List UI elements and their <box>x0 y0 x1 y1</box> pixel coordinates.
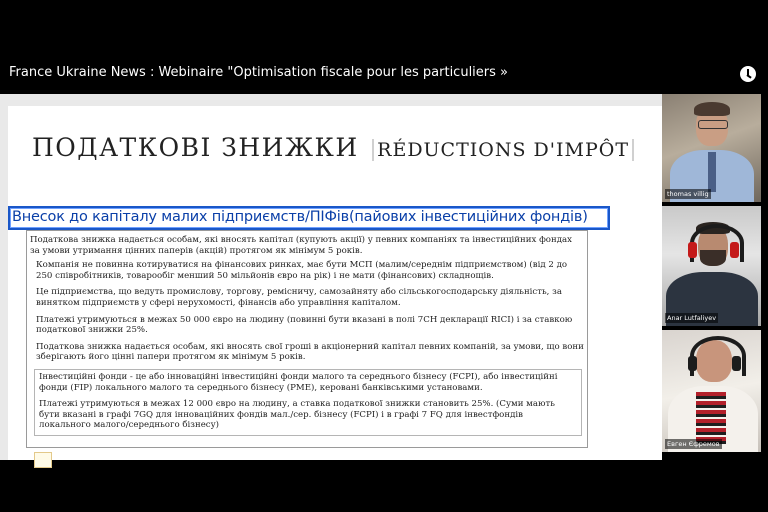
presentation-slide <box>8 106 662 460</box>
participant-tile-3[interactable] <box>662 330 761 452</box>
headset-ear-left <box>688 242 697 258</box>
participants-panel <box>662 94 768 460</box>
headset-ear-right <box>730 242 739 258</box>
slide-title <box>32 133 634 162</box>
slide-heading-text: Внесок до капіталу малих підприємств/ПІФів(пайових інвестиційних фондів) <box>12 209 588 225</box>
slide-corner-mark <box>34 452 52 468</box>
headset-ear-left <box>688 356 697 371</box>
shared-screen <box>0 94 662 460</box>
slide-content-box <box>26 230 588 448</box>
investment-funds-box <box>34 369 582 436</box>
embroidered-shirt <box>696 392 726 446</box>
participant-tile-2[interactable] <box>662 206 761 326</box>
slide-heading <box>8 206 610 230</box>
participant-name: Евген Єфремов <box>667 440 720 448</box>
inner-paragraph-1: Інвестиційні фонди - це або інноваційні інвестиційні фонди малого та середнього бізнесу (FCPI), або інвестиційні фонди (FIP) локального малого та середнього бізнесу (PME), керовані банківськими установами. <box>39 371 558 393</box>
paragraph-1: Податкова знижка надається особам, які вносять капітал (купують акції) у певних компаніях та інвестиційних фондах за умови утримання цінних паперів (акцій) протягом як мінімум 5 років. <box>30 235 572 256</box>
paragraph-5: Податкова знижка надається особам, які вносять свої гроші в акціонерний капітал певних компаній, за умови, що вони зберігають його цінні папери протягом як мінімум 5 років. <box>36 341 584 363</box>
inner-paragraph-2: Платежі утримуються в межах 12 000 євро на людину, а ставка податкової знижки становить 25%. (Суми мають бути вказані в графі 7GQ для інноваційних фондів мал./сер. бізнесу (FCPI) і в графі 7 FQ для інвестфондів локального малого/середнього бізнесу) <box>39 399 555 431</box>
video-title-bar <box>0 56 768 94</box>
slide-title-fr: RÉDUCTIONS D'IMPÔT <box>372 139 634 161</box>
participant-name: thomas villig <box>667 190 709 198</box>
clock-icon[interactable] <box>740 66 756 82</box>
slide-title-ua: ПОДАТКОВІ ЗНИЖКИ <box>32 133 359 162</box>
participant-hair <box>694 102 730 116</box>
participant-tile-1[interactable] <box>662 94 761 202</box>
paragraph-2: Компанія не повинна котируватися на фінансових ринках, має бути МСП (малим/середнім підприємством) (від 2 до 250 співробітників, товарообіг менший 50 мільйонів євро на рік) і не мати (фінансових) складнощів. <box>36 260 568 281</box>
paragraph-3: Це підприємства, що ведуть промислову, торгову, ремісничу, самозайняту або сільськогосподарську діяльність, за винятком підприємств у сфері нерухомості, фінансів або управління капіталом. <box>36 287 562 308</box>
participant-name: Anar Lutfaliyev <box>667 314 717 322</box>
paragraph-4: Платежі утримуються в межах 50 000 євро на людину (повинні бути вказані в полі 7CH декларації RICI) і за ставкою податкової знижки 25%. <box>36 314 573 336</box>
glasses-icon <box>698 120 728 129</box>
participant-tie <box>708 152 716 192</box>
video-title[interactable]: France Ukraine News : Webinaire "Optimisation fiscale pour les particuliers » <box>9 65 508 80</box>
headset-ear-right <box>732 356 741 371</box>
